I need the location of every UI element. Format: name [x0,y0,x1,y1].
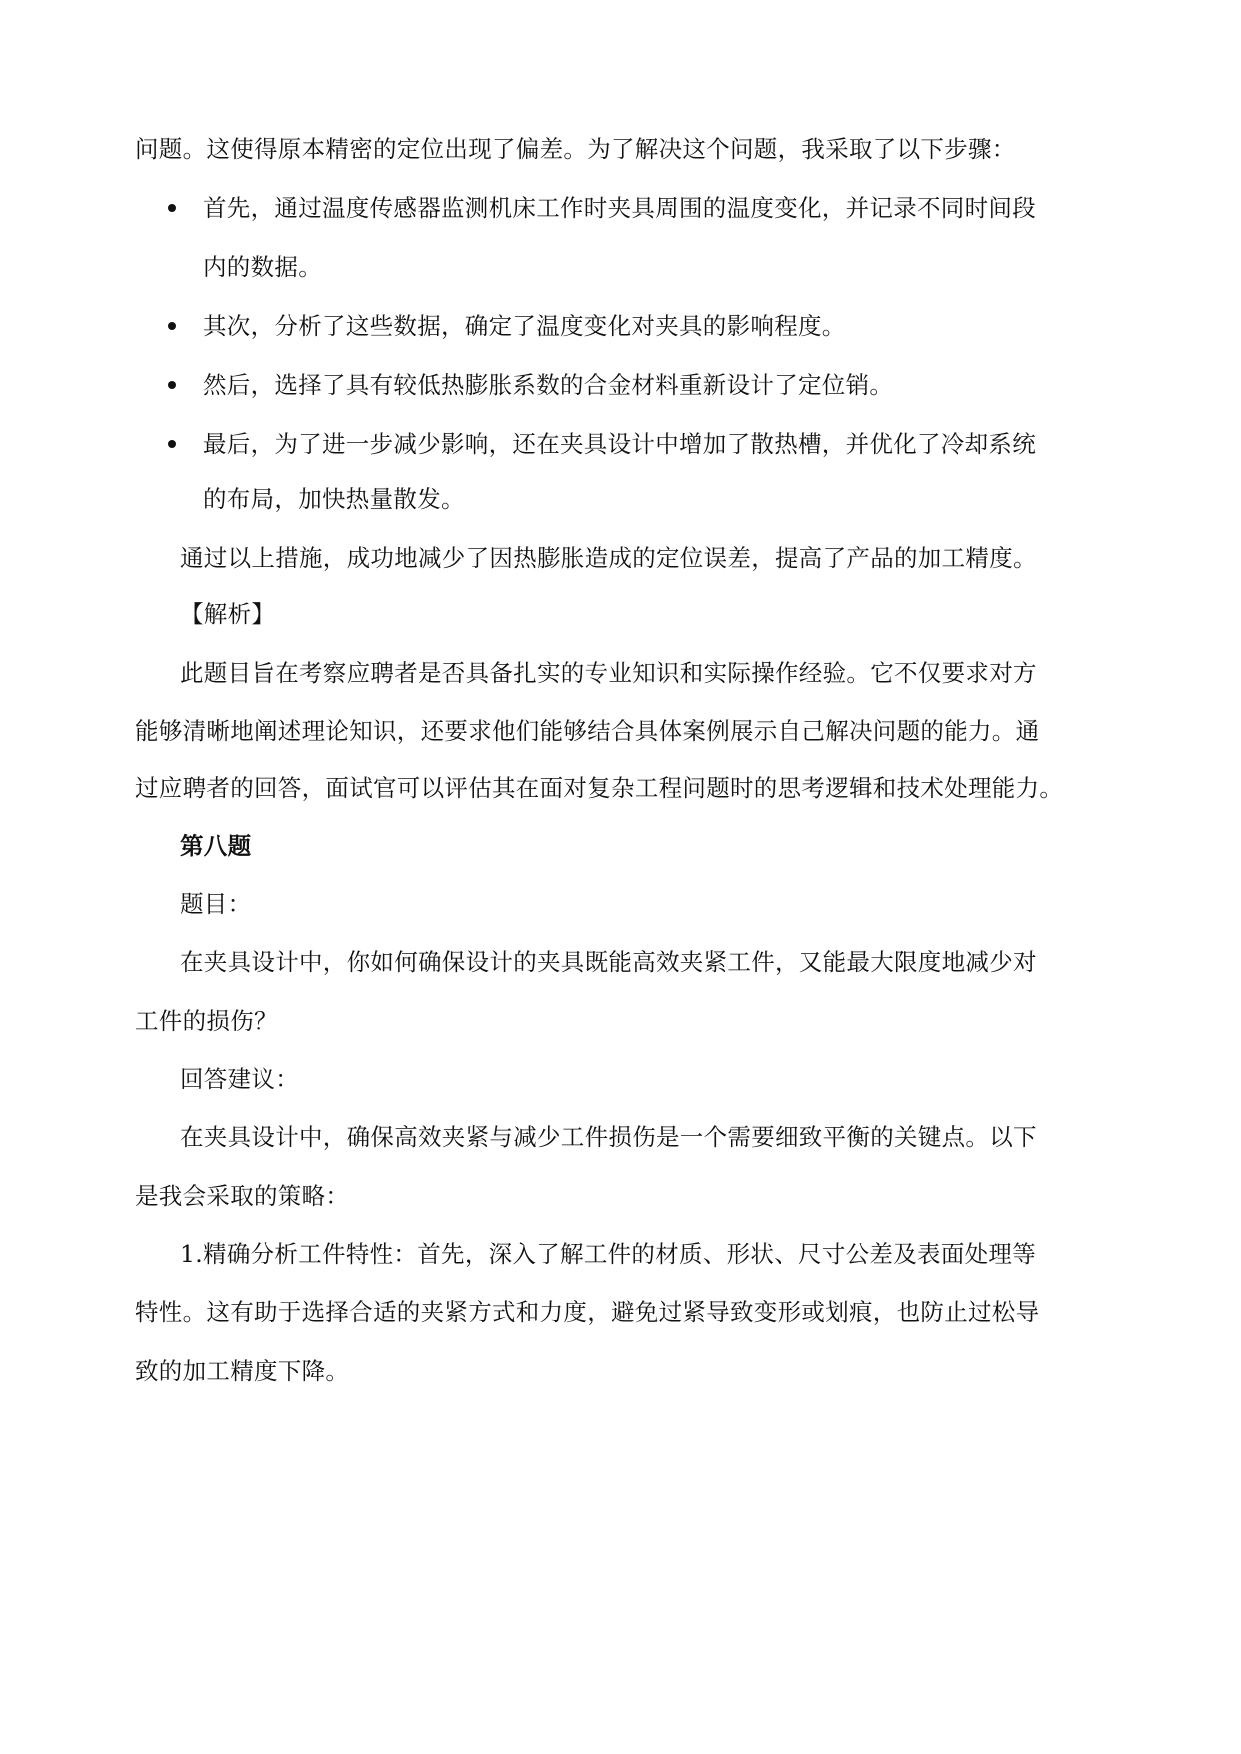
section-title: 第八题 [180,832,252,860]
answer-intro-line-2: 是我会采取的策略： [135,1182,350,1210]
point-1-line-3: 致的加工精度下降。 [135,1357,350,1385]
step-3-line-1: 然后，选择了具有较低热膨胀系数的合金材料重新设计了定位销。 [203,371,894,399]
bullet-dot [168,204,176,212]
bullet-dot [168,381,176,389]
question-label: 题目： [180,890,252,918]
bullet-dot [168,440,176,448]
step-1-line-1: 首先，通过温度传感器监测机床工作时夹具周围的温度变化，并记录不同时间段 [203,194,1036,222]
step-4-line-2: 的布局，加快热量散发。 [203,485,465,513]
step-2-line-1: 其次，分析了这些数据，确定了温度变化对夹具的影响程度。 [203,312,846,340]
bullet-dot [168,322,176,330]
analysis-line-2: 能够清晰地阐述理论知识，还要求他们能够结合具体案例展示自己解决问题的能力。通 [135,717,1040,745]
analysis-heading: 【解析】 [180,600,276,628]
question-line-2: 工件的损伤？ [135,1007,278,1035]
analysis-line-1: 此题目旨在考察应聘者是否具备扎实的专业知识和实际操作经验。它不仅要求对方 [180,659,1037,687]
question-line-1: 在夹具设计中，你如何确保设计的夹具既能高效夹紧工件，又能最大限度地减少对 [180,948,1037,976]
analysis-line-3: 过应聘者的回答，面试官可以评估其在面对复杂工程问题时的思考逻辑和技术处理能力。 [135,774,1064,802]
conclusion-paragraph: 通过以上措施，成功地减少了因热膨胀造成的定位误差，提高了产品的加工精度。 [180,544,1037,572]
step-1-line-2: 内的数据。 [203,253,322,281]
answer-label: 回答建议： [180,1065,299,1093]
answer-intro-line-1: 在夹具设计中，确保高效夹紧与减少工件损伤是一个需要细致平衡的关键点。以下 [180,1123,1037,1151]
point-1-line-1: 1.精确分析工件特性：首先，深入了解工件的材质、形状、尺寸公差及表面处理等 [180,1240,1037,1268]
step-4-line-1: 最后，为了进一步减少影响，还在夹具设计中增加了散热槽，并优化了冷却系统 [203,430,1036,458]
point-1-line-2: 特性。这有助于选择合适的夹紧方式和力度，避免过紧导致变形或划痕，也防止过松导 [135,1298,1040,1326]
intro-line: 问题。这使得原本精密的定位出现了偏差。为了解决这个问题，我采取了以下步骤： [135,135,1016,163]
